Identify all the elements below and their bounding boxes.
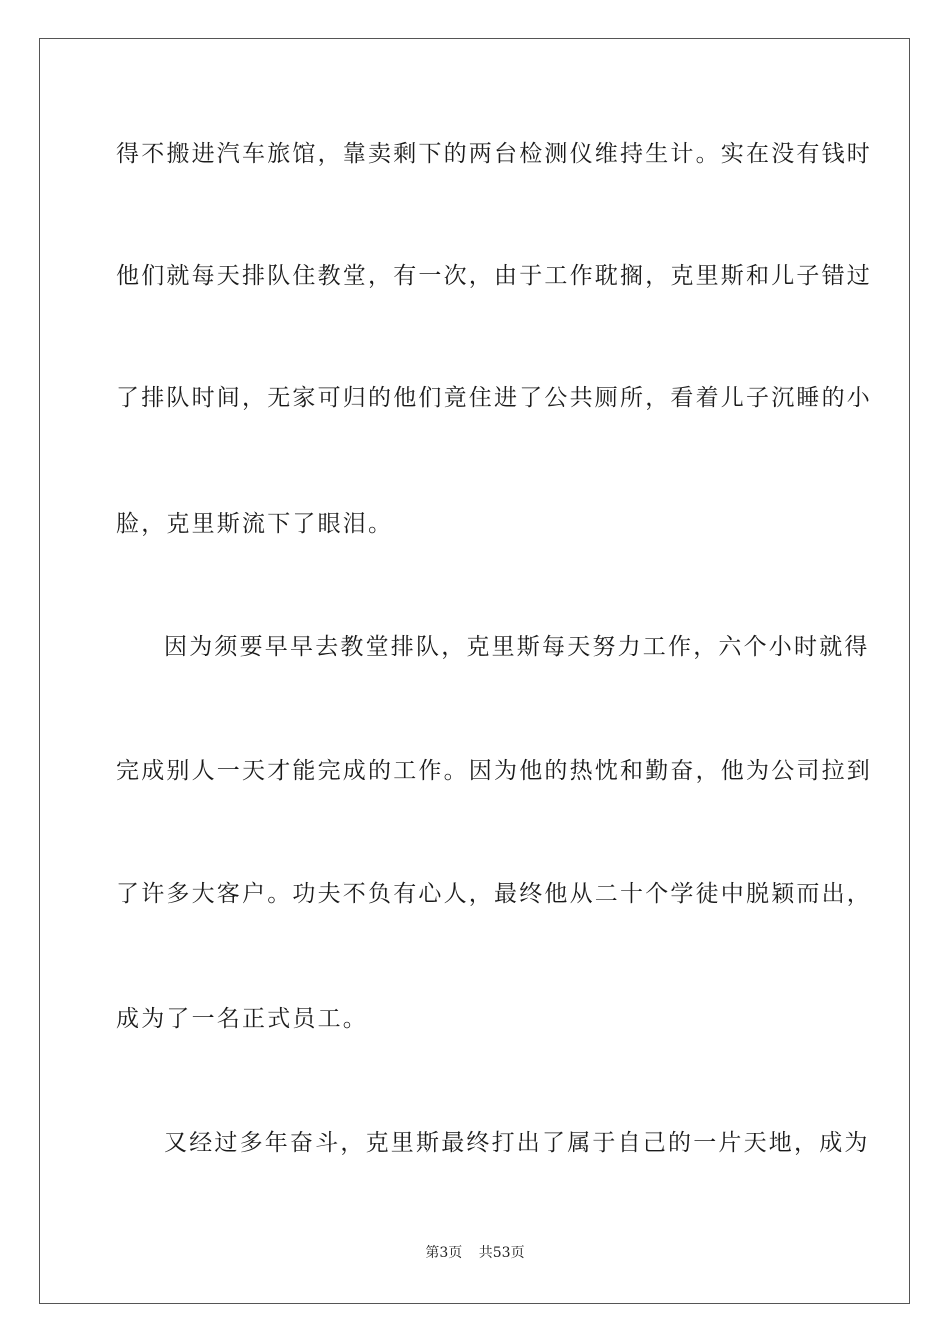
text-line: 他们就每天排队住教堂，有一次，由于工作耽搁，克里斯和儿子错过 <box>116 263 872 289</box>
total-pages: 共53页 <box>478 1245 525 1261</box>
text-line: 成为了一名正式员工。 <box>116 1006 368 1032</box>
page-footer <box>0 1244 950 1262</box>
paragraph-start-line: 又经过多年奋斗，克里斯最终打出了属于自己的一片天地，成为 <box>164 1130 870 1156</box>
text-line: 了许多大客户。功夫不负有心人，最终他从二十个学徒中脱颖而出， <box>116 881 872 907</box>
page-border <box>39 38 910 1304</box>
text-line: 得不搬进汽车旅馆，靠卖剩下的两台检测仪维持生计。实在没有钱时 <box>116 141 872 167</box>
text-line: 完成别人一天才能完成的工作。因为他的热忱和勤奋，他为公司拉到 <box>116 758 872 784</box>
text-line: 了排队时间，无家可归的他们竟住进了公共厕所，看着儿子沉睡的小 <box>116 385 872 411</box>
paragraph-start-line: 因为须要早早去教堂排队，克里斯每天努力工作，六个小时就得 <box>164 634 870 660</box>
text-line: 脸，克里斯流下了眼泪。 <box>116 511 394 537</box>
page-number: 第3页 <box>425 1245 463 1261</box>
